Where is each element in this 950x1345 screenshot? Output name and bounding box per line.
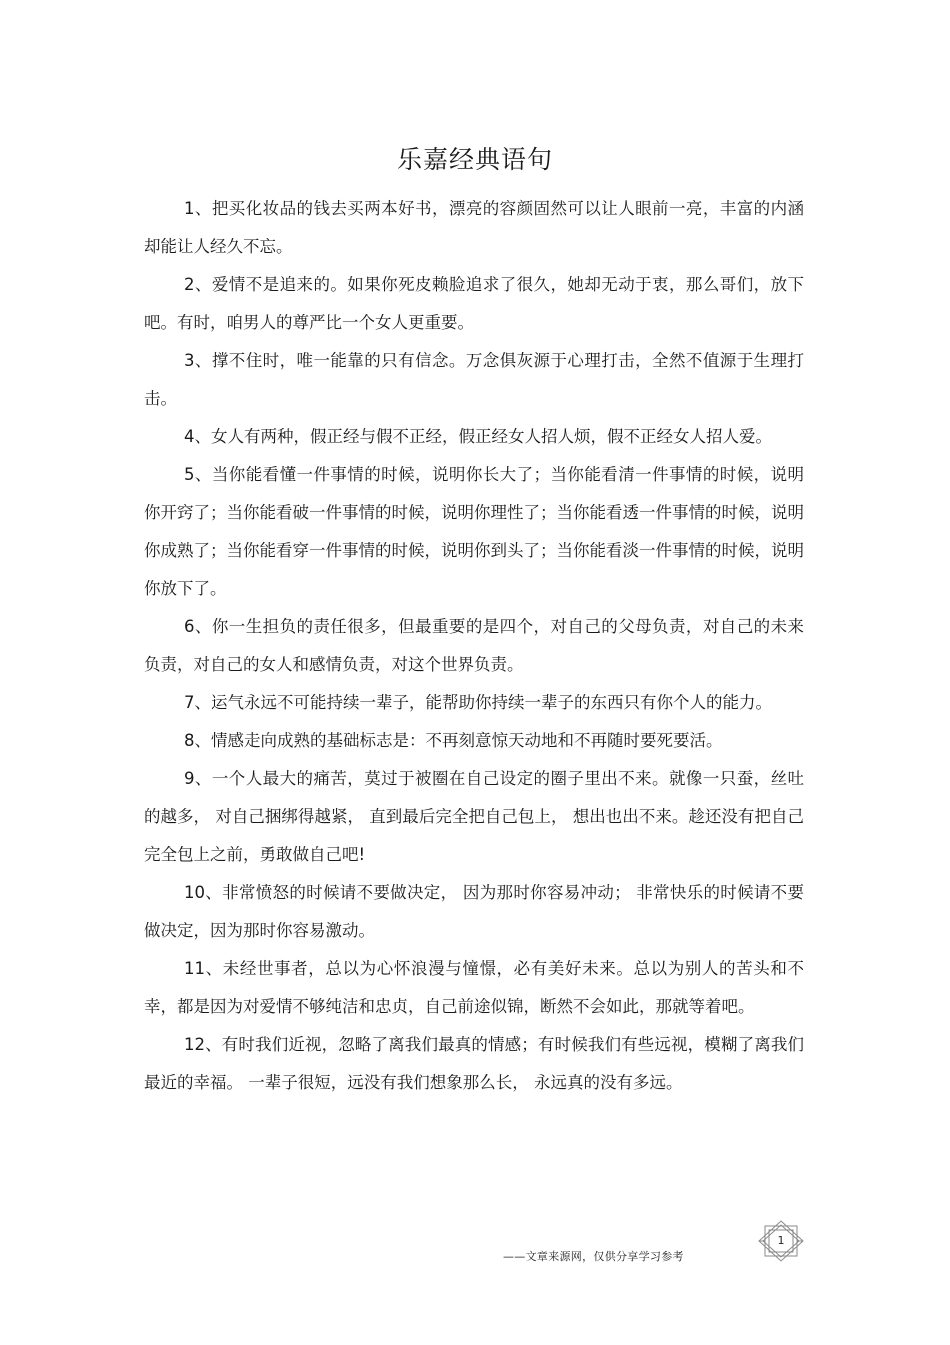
quote-paragraph: 7、运气永远不可能持续一辈子，能帮助你持续一辈子的东西只有你个人的能力。 — [184, 693, 772, 712]
quote-paragraph: 9、一个人最大的痛苦，莫过于被圈在自己设定的圈子里出不来。就像一只蚕，丝吐的越多， 对自己捆绑得越紧， 直到最后完全把自己包上， 想出也出不来。趁还没有把自己完全包上之前，勇敢做自己吧! — [144, 769, 804, 864]
quote-paragraph: 10、非常愤怒的时候请不要做决定， 因为那时你容易冲动； 非常快乐的时候请不要做决定，因为那时你容易激动。 — [144, 883, 804, 940]
quote-paragraph: 11、未经世事者，总以为心怀浪漫与憧憬，必有美好未来。总以为别人的苦头和不幸，都是因为对爱情不够纯洁和忠贞，自己前途似锦，断然不会如此，那就等着吧。 — [144, 959, 804, 1016]
quote-paragraph: 6、你一生担负的责任很多，但最重要的是四个，对自己的父母负责，对自己的未来负责，对自己的女人和感情负责，对这个世界负责。 — [144, 617, 804, 674]
quote-paragraph: 3、撑不住时，唯一能靠的只有信念。万念俱灰源于心理打击，全然不值源于生理打击。 — [144, 351, 804, 408]
quote-paragraph: 4、女人有两种，假正经与假不正经，假正经女人招人烦，假不正经女人招人爱。 — [184, 427, 772, 446]
quote-paragraph: 5、当你能看懂一件事情的时候，说明你长大了；当你能看清一件事情的时候，说明你开窍了；当你能看破一件事情的时候，说明你理性了；当你能看透一件事情的时候，说明你成熟了；当你能看穿一件事情的时候，说明你到头了；当你能看淡一件事情的时候，说明你放下了。 — [144, 465, 804, 598]
quote-paragraph: 8、情感走向成熟的基础标志是：不再刻意惊天动地和不再随时要死要活。 — [184, 731, 723, 750]
footer-source-note: ——文章来源网，仅供分享学习参考 — [503, 1250, 684, 1263]
quote-list — [144, 190, 804, 1102]
quote-paragraph: 2、爱情不是追来的。如果你死皮赖脸追求了很久，她却无动于衷，那么哥们，放下吧。有时，咱男人的尊严比一个女人更重要。 — [144, 275, 804, 332]
quote-paragraph: 1、把买化妆品的钱去买两本好书，漂亮的容颜固然可以让人眼前一亮，丰富的内涵却能让人经久不忘。 — [144, 199, 804, 256]
page-title: 乐嘉经典语句 — [396, 145, 553, 174]
page-number: 1 — [777, 1234, 785, 1247]
quote-paragraph: 12、有时我们近视，忽略了离我们最真的情感；有时候我们有些远视，模糊了离我们最近的幸福。 一辈子很短，远没有我们想象那么长， 永远真的没有多远。 — [144, 1035, 804, 1092]
page-number-badge — [757, 1220, 805, 1262]
